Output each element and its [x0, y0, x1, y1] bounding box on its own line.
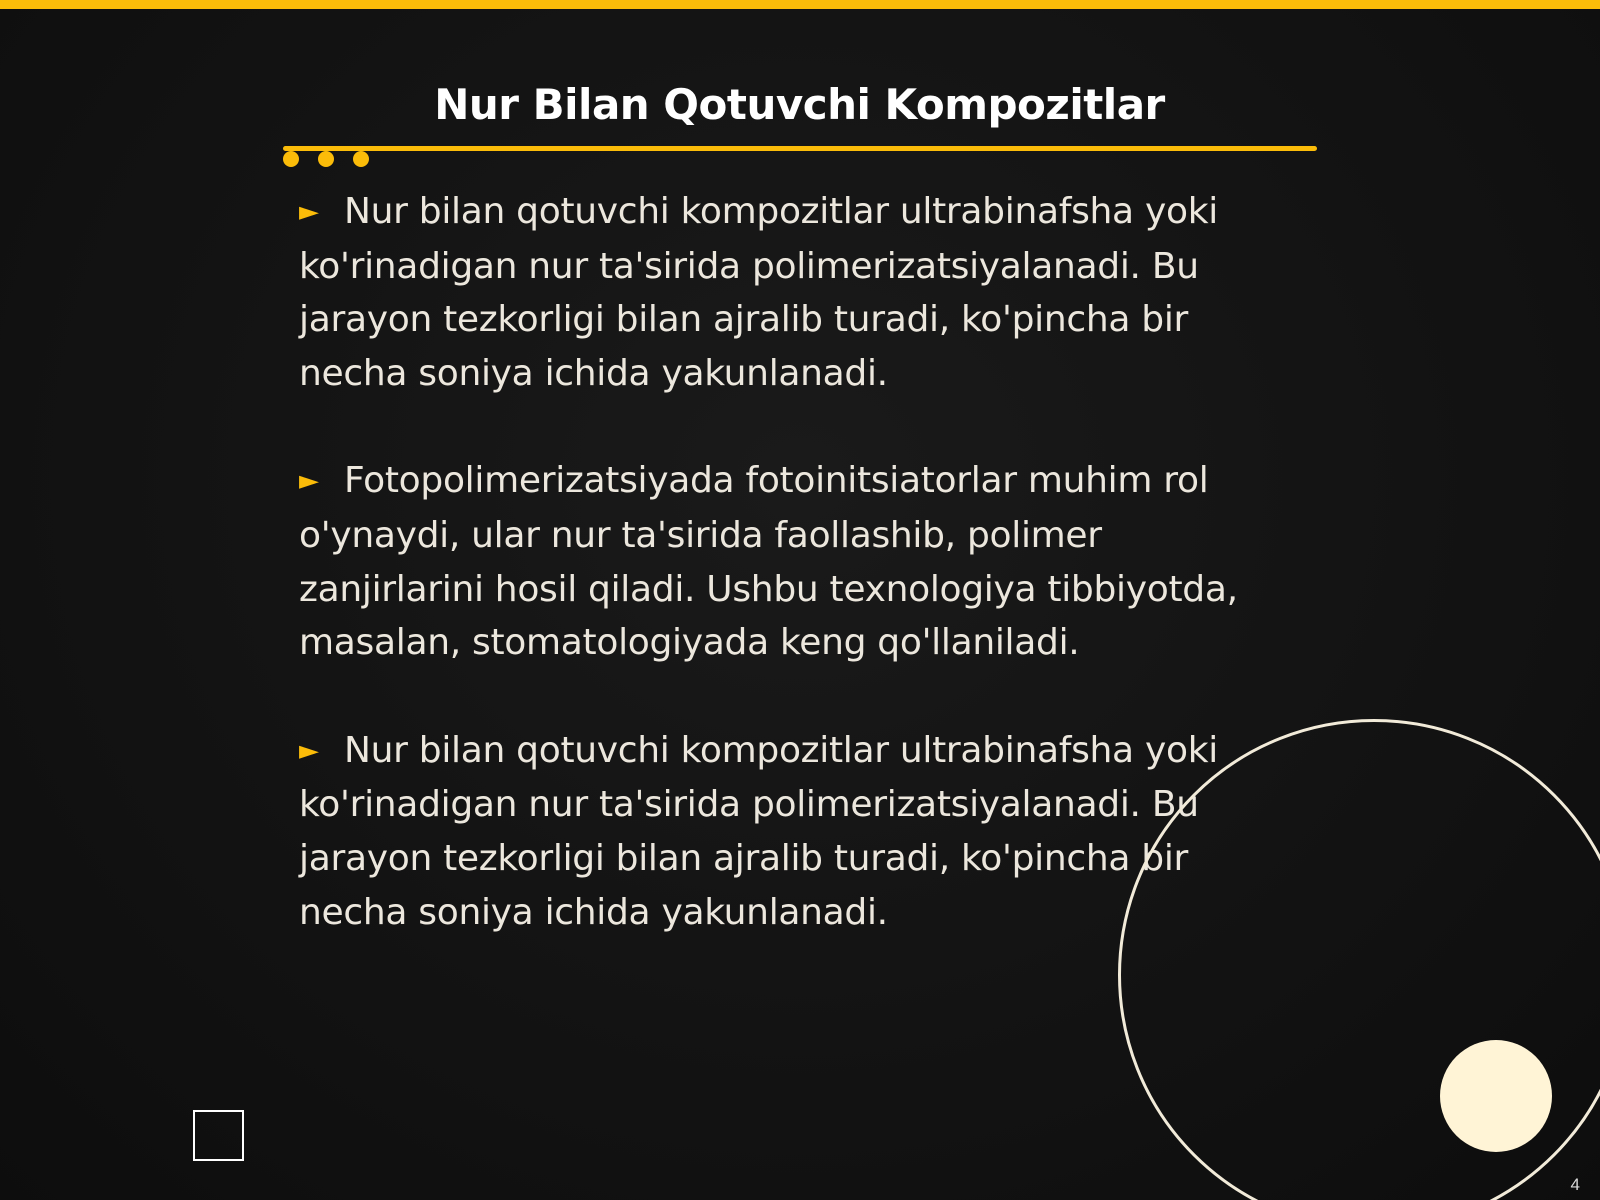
bullet-arrow-icon: ► — [299, 735, 319, 766]
title-underline — [283, 146, 1317, 151]
bullet-item — [299, 454, 1279, 669]
top-accent-bar — [0, 0, 1600, 9]
decorative-square — [193, 1110, 244, 1161]
decorative-dot — [283, 151, 299, 167]
bullet-arrow-icon: ► — [299, 466, 319, 497]
bullet-item — [299, 185, 1279, 400]
bullet-list — [299, 185, 1279, 993]
bullet-text: Fotopolimerizatsiyada fotoinitsiatorlar muhim rol o'ynaydi, ular nur ta'sirida faollashib, polimer zanjirlarini hosil qiladi. Ushbu texnologiya tibbiyotda, masalan, stomatologiyada keng qo'llaniladi. — [299, 460, 1238, 664]
bullet-text: Nur bilan qotuvchi kompozitlar ultrabinafsha yoki ko'rinadigan nur ta'sirida polimerizatsiyalanadi. Bu jarayon tezkorligi bilan ajralib turadi, ko'pincha bir necha soniya ichida yakunlanadi. — [299, 729, 1218, 933]
page-number: 4 — [1570, 1175, 1580, 1194]
decorative-dot — [318, 151, 334, 167]
decorative-dot — [353, 151, 369, 167]
decorative-circle-filled — [1440, 1040, 1552, 1152]
bullet-text: Nur bilan qotuvchi kompozitlar ultrabinafsha yoki ko'rinadigan nur ta'sirida polimerizatsiyalanadi. Bu jarayon tezkorligi bilan ajralib turadi, ko'pincha bir necha soniya ichida yakunlanadi. — [299, 191, 1218, 394]
bullet-arrow-icon: ► — [299, 197, 319, 227]
slide-title: Nur Bilan Qotuvchi Kompozitlar — [434, 80, 1165, 129]
